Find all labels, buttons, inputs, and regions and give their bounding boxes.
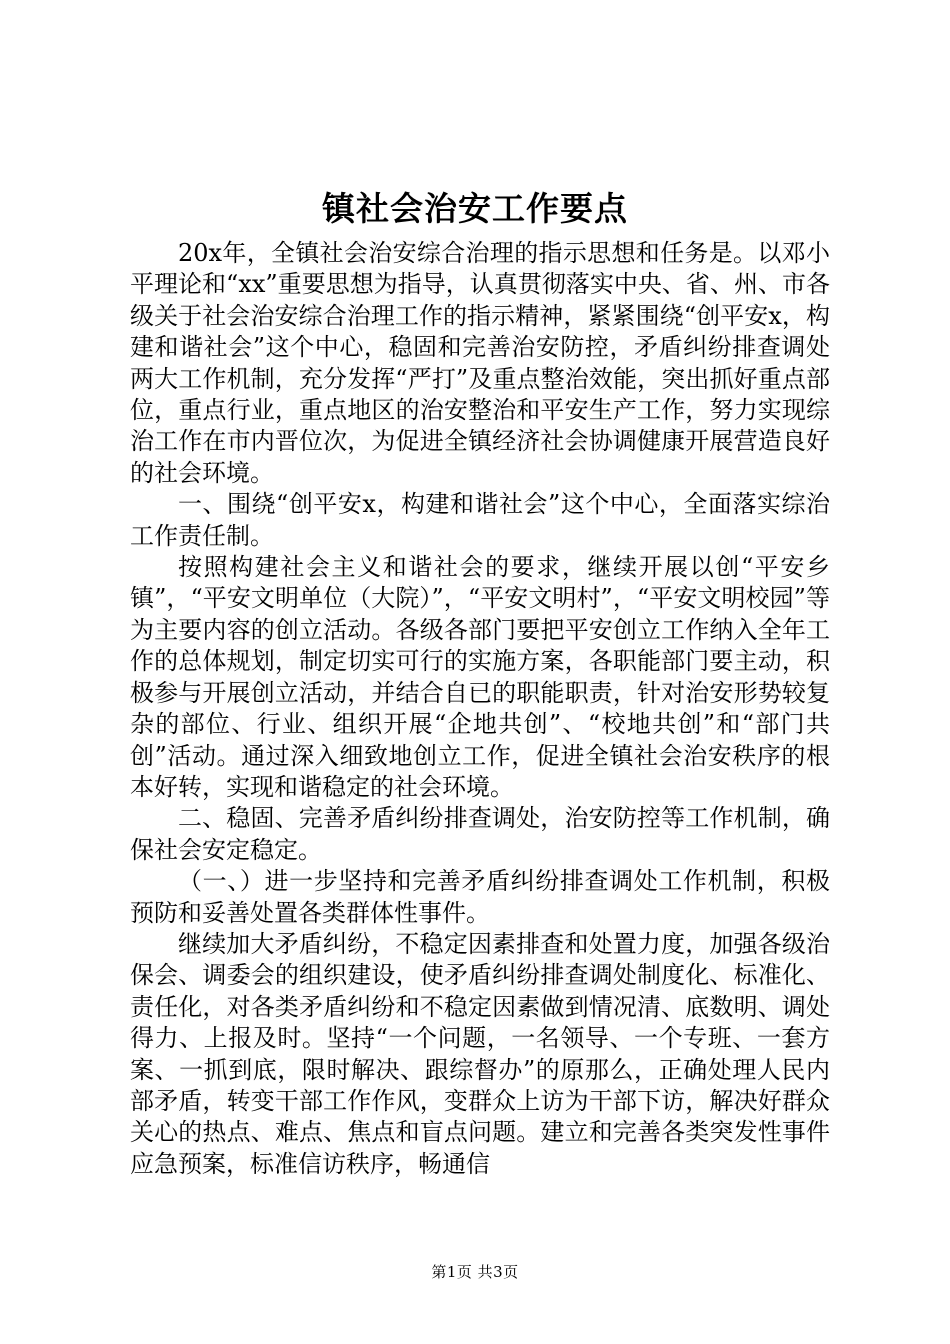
document-title: 镇社会治安工作要点: [322, 189, 628, 228]
page-number-footer: 第1页 共3页: [431, 1263, 519, 1281]
paragraph-heading-1: 一、围绕“创平安x，构建和谐社会”这个中心，全面落实综治工作责任制。: [130, 490, 830, 550]
paragraph-subheading-2-1: （一、）进一步坚持和完善矛盾纠纷排查调处工作机制，积极预防和妥善处置各类群体性事件。: [130, 867, 830, 927]
paragraph-body-1: 按照构建社会主义和谐社会的要求，继续开展以创“平安乡镇”，“平安文明单位（大院）”，“平安文明村”，“平安文明校园”等为主要内容的创立活动。各级各部门要把平安创立工作纳入全年工作的总体规划，制定切实可行的实施方案，各职能部门要主动，积极参与开展创立活动，并结合自已的职能职责，针对治安形势较复杂的部位、行业、组织开展“企地共创”、“校地共创”和“部门共创”活动。通过深入细致地创立工作，促进全镇社会治安秩序的根本好转，实现和谐稳定的社会环境。: [130, 553, 830, 801]
paragraph-body-2: 继续加大矛盾纠纷，不稳定因素排查和处置力度，加强各级治保会、调委会的组织建设，使矛盾纠纷排查调处制度化、标准化、责任化，对各类矛盾纠纷和不稳定因素做到情况清、底数明、调处得力、上报及时。坚持“一个问题，一名领导、一个专班、一套方案、一抓到底，限时解决、跟综督办”的原那么，正确处理人民内部矛盾，转变干部工作作风，变群众上访为干部下访，解决好群众关心的热点、难点、焦点和盲点问题。建立和完善各类突发性事件应急预案，标准信访秩序，畅通信: [130, 929, 830, 1178]
document-body: [130, 238, 830, 1180]
paragraph-heading-2: 二、稳固、完善矛盾纠纷排查调处，治安防控等工作机制，确保社会安定稳定。: [130, 804, 830, 864]
paragraph-intro: 20x年，全镇社会治安综合治理的指示思想和任务是。以邓小平理论和“xx”重要思想为指导，认真贯彻落实中央、省、州、市各级关于社会治安综合治理工作的指示精神，紧紧围绕“创平安x，构建和谐社会”这个中心，稳固和完善治安防控，矛盾纠纷排查调处两大工作机制，充分发挥“严打”及重点整治效能，突出抓好重点部位，重点行业，重点地区的治安整治和平安生产工作，努力实现综治工作在市内晋位次，为促进全镇经济社会协调健康开展营造良好的社会环境。: [130, 239, 830, 487]
